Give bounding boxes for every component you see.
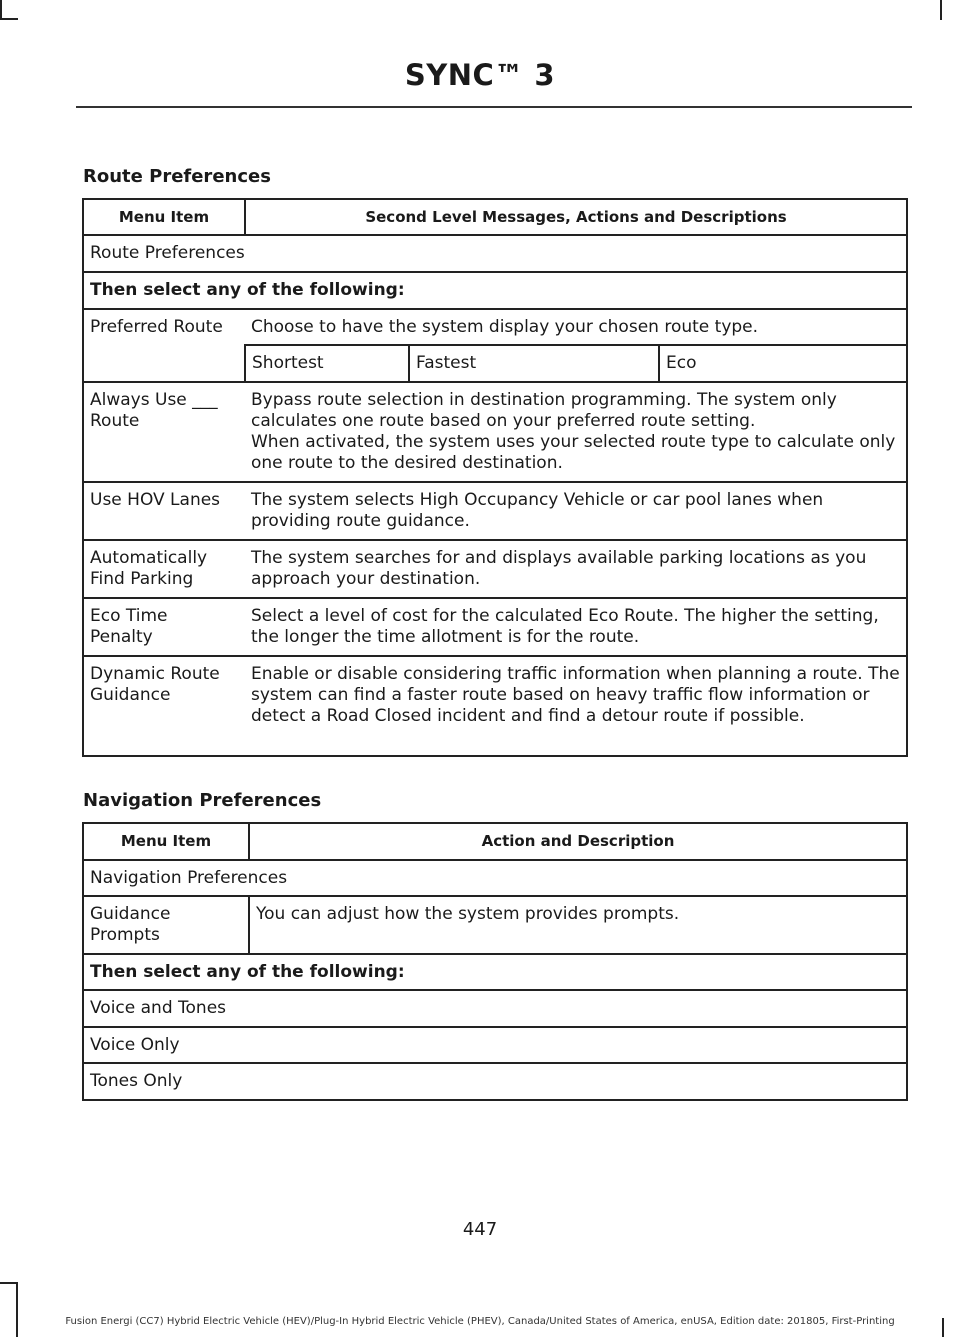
table-row — [83, 382, 907, 482]
desc-guidance-prompts: You can adjust how the system provides prompts. — [249, 896, 907, 954]
crop-mark-top-left — [0, 0, 2, 18]
then-select-row: Then select any of the following: — [83, 272, 907, 309]
desc-eco-time-penalty: Select a level of cost for the calculated Eco Route. The higher the setting, the longer the time allotment is for the route. — [245, 598, 907, 656]
menu-item-always-use-route: Always Use ___ Route — [83, 382, 245, 482]
menu-item-preferred-route: Preferred Route — [83, 309, 245, 382]
table-row — [83, 235, 907, 272]
desc-use-hov-lanes: The system selects High Occupancy Vehicle or car pool lanes when providing route guidance. — [245, 482, 907, 540]
table-row — [83, 860, 907, 896]
table-row — [83, 272, 907, 309]
menu-item-eco-time-penalty: Eco Time Penalty — [83, 598, 245, 656]
option-tones-only: Tones Only — [83, 1063, 907, 1100]
column-header-descriptions: Second Level Messages, Actions and Descriptions — [245, 199, 907, 235]
desc-always-use-route — [245, 382, 907, 482]
table-header-row — [83, 199, 907, 235]
menu-item-use-hov-lanes: Use HOV Lanes — [83, 482, 245, 540]
footer-text: Fusion Energi (CC7) Hybrid Electric Vehicle (HEV)/Plug-In Hybrid Electric Vehicle (PHEV), Canada/United States of America, enUSA, Edition date: 201805, First-Printing — [65, 1316, 895, 1327]
then-select-row: Then select any of the following: — [83, 954, 907, 990]
table-header-row — [83, 823, 907, 860]
option-voice-only: Voice Only — [83, 1027, 907, 1063]
menu-item-find-parking: Automatically Find Parking — [83, 540, 245, 598]
table-row — [83, 1063, 907, 1100]
column-header-menu-item: Menu Item — [83, 823, 249, 860]
crop-mark-top-left — [0, 18, 18, 20]
desc-always-use-route-1: Bypass route selection in destination programming. The system only calculates one route based on your preferred route setting. — [251, 390, 837, 431]
desc-preferred-route: Choose to have the system display your chosen route type. — [245, 309, 907, 345]
route-preferences-title: Route Preferences — [83, 166, 271, 187]
crop-mark-bottom-left — [16, 1282, 18, 1337]
table-row — [83, 896, 907, 954]
section-row-navigation-preferences: Navigation Preferences — [83, 860, 907, 896]
crop-mark-top-right — [940, 0, 942, 20]
navigation-preferences-table — [82, 822, 908, 1101]
column-header-menu-item: Menu Item — [83, 199, 245, 235]
table-row — [83, 990, 907, 1027]
menu-item-dynamic-route-guidance: Dynamic Route Guidance — [83, 656, 245, 756]
option-shortest: Shortest — [245, 345, 409, 382]
menu-item-guidance-prompts: Guidance Prompts — [83, 896, 249, 954]
option-voice-and-tones: Voice and Tones — [83, 990, 907, 1027]
table-row — [83, 954, 907, 990]
table-row — [83, 598, 907, 656]
table-row — [83, 540, 907, 598]
section-row-route-preferences: Route Preferences — [83, 235, 907, 272]
table-row — [83, 1027, 907, 1063]
table-row — [83, 482, 907, 540]
page-title: SYNC™ 3 — [404, 58, 556, 92]
navigation-preferences-title: Navigation Preferences — [83, 790, 322, 811]
header-rule — [76, 106, 912, 108]
table-row — [83, 309, 907, 345]
page-number: 447 — [462, 1219, 498, 1240]
option-eco: Eco — [659, 345, 907, 382]
column-header-action-description: Action and Description — [249, 823, 907, 860]
route-preferences-table — [82, 198, 908, 757]
desc-dynamic-route-guidance: Enable or disable considering traffic information when planning a route. The system can find a faster route based on heavy traffic flow information or detect a Road Closed incident and find a detour route if possible. — [245, 656, 907, 756]
option-fastest: Fastest — [409, 345, 659, 382]
desc-find-parking: The system searches for and displays available parking locations as you approach your destination. — [245, 540, 907, 598]
desc-always-use-route-2: When activated, the system uses your selected route type to calculate only one route to the desired destination. — [251, 432, 896, 473]
table-row — [83, 656, 907, 756]
